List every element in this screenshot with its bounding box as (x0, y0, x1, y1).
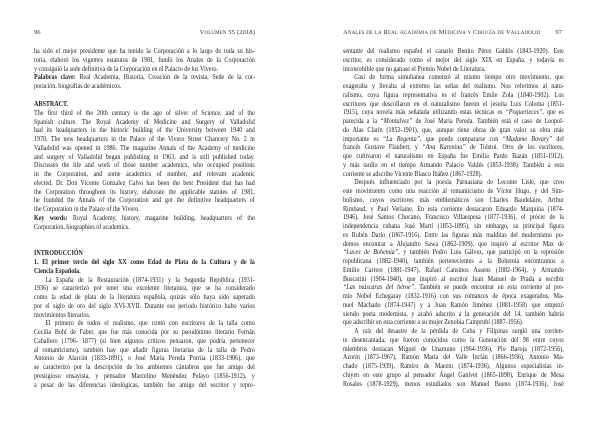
text-column (343, 47, 564, 388)
text-run: , que puede compararse con (420, 133, 503, 143)
text-run: Después influenciado por la poesía Parnasiana de Leconte Lisle, que creo (354, 177, 564, 187)
text-line (34, 381, 255, 390)
text-run: de Tolstoi. Otro de los escritores, (465, 142, 564, 152)
italic-text: “Madame Bovary” (502, 133, 553, 143)
text-run: the Corporation throughout its history, elaborate the applicable statutes of 1981, (34, 186, 255, 196)
text-run: importante es (343, 133, 383, 143)
text-run: escritor, es considerado como el mejor del siglo XIX en España, y todavía es (343, 54, 564, 64)
text-run: exageraba y llevaba al extremo las señas del realismo. Nos referimos al natu- (343, 81, 564, 90)
text-run: Antonio de Alarcón (1833-1891), o José María Pereda Porrúa (1833-1906), que (34, 353, 255, 363)
text-run: had its headquarters in the historic building of the University between 1940 and (34, 125, 255, 135)
text-run: y más tardío en el tiempo Armando Palacio Valdés (1853-1938). También a esta (343, 159, 564, 169)
text-run: parecida a la (343, 116, 381, 125)
text-run: ralismo, cuya figura representativa es el francés Emile Zola (1840-1902). Los (343, 89, 564, 99)
text-run: poración, biografías de académicos. (34, 81, 122, 90)
text-run: que cultivaron el naturalismo en España fue Emilia Pardo Bazán (1851-1912), (343, 151, 564, 160)
bold-text: ABSTRACT. (34, 99, 69, 108)
text-run: a pesar de las diferencias ideológicas, también fue amigo del escritor y repre- (34, 379, 255, 389)
text-run: Spanish culture. The Royal Academy of Medicine and Surgery of Valladolid (34, 116, 255, 126)
text-run: prestigioso ensayista, y pensador Marcelino Menéndez Pelayo (1856-1912), y (34, 370, 255, 380)
text-run: in the Corporation, and some academics of number, and relevant academic (34, 169, 255, 178)
text-run: 1915), cuya novela más señalada utilizando estas técnicas es (343, 107, 506, 117)
text-run: este movimiento como una reacción al romanticismo de Víctor Hugo, y del Sim- (343, 186, 564, 195)
text-run: Azorín (1873-1967), Ramón María del Valle Inclán (1866-1936), Antonio Ma- (343, 352, 564, 362)
text-run: francés Gustave Flaubert, y (343, 142, 423, 152)
text-run: movimientos literarios. (34, 309, 91, 319)
text-line (34, 223, 255, 232)
text-run: do Alas Clarín (1852-1901), que, aunque tiene obras de gran valor su obra más (343, 124, 564, 134)
text-run: Real Academia, Historia, Creación de la revista, Sede de la cor- (75, 72, 255, 82)
text-run: por el siglo de oro del siglo XVI-XVII. Durante ese periodo histórico hubo varios (34, 300, 255, 310)
text-run: es Rubén Darío (1867-1916). Entre las figuras más malditas del modernismo po- (343, 229, 564, 239)
text-run: y consiguió la sede definitiva de la Corporación en el Palacio de los Vivero. (34, 63, 219, 73)
running-head: Anales de la Real Academia de Medicina y Cirugía de Valladolid (343, 29, 541, 36)
text-run: Caballero (1796- 1877) (si bien algunos críticos pensaron, que podría pertenecer (34, 335, 255, 345)
text-run: se caracterizó por la descripción de los ambientes cántabros que fue amigo del (34, 362, 255, 371)
bold-text: Ciencia Española. (34, 265, 81, 275)
running-head: Volumen 55 (2018) (199, 29, 255, 36)
italic-text: “Las máscaras del héroe” (343, 282, 415, 292)
bold-text: Key words: (34, 212, 68, 222)
text-run: Discusses the life and work of those number academics, who occupied positions (34, 160, 255, 170)
text-run: inconcebible que no ganase el Premio Nobel de Literatura. (343, 63, 486, 73)
italic-text: “Poquerieces” (505, 107, 543, 117)
text-run: Emilio Carrere (1881-1947), Rafael Cansinos Assens (1882-1964), y Armando (343, 264, 564, 274)
italic-text: “Montalvez” (380, 116, 413, 125)
text-run: elected. Dr. Don Vicente Gonzalez Calvo has been the best President that has had (34, 177, 255, 187)
text-run: siendo poeta modernista, y acabó adscrito a la generación del 14, también habría (343, 308, 564, 318)
text-run: El primero de todos el realismo, que contó con escritores de la talla como (45, 318, 255, 328)
text-run: A raíz del desastre de la pérdida de Cuba y Filipinas surgió una corrien- (354, 326, 564, 335)
text-run: . También se puede encontrar en esta corriente al pre- (414, 282, 564, 292)
text-run: de José María Pereda. También está el caso de Leopol- (412, 116, 564, 125)
text-run: nuel Machado (1874-1947) y a Juan Ramón Jiménez (1881-1958) que empezó (343, 299, 564, 309)
text-run: como la edad de plata de la literatura española, quizás sólo haya sido superado (34, 292, 255, 301)
text-run: corriente se adscribe Vicente Blasco Ibáñez (1867-1928). (343, 168, 483, 178)
bold-text: INTRODUCCIÓN (34, 248, 83, 258)
right-page (300, 0, 600, 423)
text-run: The first third of the 20th century is the age of silver of Science, and of the (34, 107, 255, 117)
text-run: escritores que descollaron en el naturalismo fueron el jesuita Luis Coloma (1851- (343, 98, 564, 108)
bold-text: 1. El primer tercio del siglo XX como Edad de Plata de la Cultura y de la (34, 257, 255, 266)
text-run: Corporation, biographies of academics. (34, 221, 130, 231)
text-run: Rosales (1878-1929), menos estudiados son Manuel Bueno (1874-1936), José (343, 378, 564, 388)
text-run: Royal Academy, history, magazine building, headquarters of the (67, 212, 255, 222)
text-run: que adscribir en esta corriente a su mujer Zenobia Camprubí (1887-1956). (343, 317, 524, 327)
text-run: demos encontrar a Alejandro Sawa (1862-1909), que inspiró al escritor Max de (343, 238, 564, 248)
text-run: Cecilia Bohl de Faber, que fue más conocida por su pseudónimo literario Fernán (34, 327, 255, 336)
text-run: and surgery of Valladolid began publishing in 1963, and is still published today. (34, 151, 255, 161)
text-run: del (552, 133, 564, 143)
text-run: La España de la Restauración (1874-1931) y la Segunda República (1931- (45, 274, 255, 284)
text-run: independencia cubana José Martí (1853-1895), sin embargo, su principal figura (343, 221, 564, 230)
text-run: the Corporation in the Palace of the Vivero. (34, 204, 140, 213)
text-run: ha sido el mejor presidente que ha tenido la Corporación a lo largo de toda su his- (34, 46, 255, 55)
text-run: he founded the Annals of the Corporation and got the definitive headquarters of (34, 195, 255, 205)
text-run: chado (1875-1939), Ramiro de Maeztu (1874-1936). Algunos especialistas in- (343, 361, 564, 370)
text-run: Buscarini (1904-1940), que inspiró al escritor Juan Manuel de Prada a escribir (343, 273, 564, 283)
text-run: 1936) se caracterizó por tener una excelente literatura, que se ha considerado (34, 283, 255, 293)
text-run: 1946), José Santos Chocano, Francisco Villaespesa (1877-1936), el prócer de la (343, 212, 564, 222)
text-run: toria, elaboró los vigentes estatutos de 1981, fundó los Anales de la Corporación (34, 54, 255, 64)
italic-text: “Luces de Bohemia” (343, 247, 399, 257)
text-run: Casi de forma simultanea comenzó al mismo tiempo otro movimiento, que (354, 72, 564, 82)
text-run: republicana (1882-1940), también pertenecientes a la Bohemia encontramos a (343, 256, 564, 265)
text-line (34, 82, 255, 91)
text-run: miembros destacan Miguel de Unamuno (1964-1936), Pío Baroja (1872-1956), (343, 343, 564, 353)
page-number: 97 (555, 29, 562, 36)
italic-text: “La Regenta” (382, 133, 420, 143)
page-number: 96 (34, 29, 41, 36)
text-run: al romanticismo), también hay que añadir figuras literarias de la talla de Pedro (34, 344, 255, 354)
text-run: Valladolid was opened in 1986. The magazine Annals of the Academy of medicine (34, 142, 255, 152)
text-run: sentante del realismo español el canario Benito Pérez Galdós (1843-1920). Este (343, 46, 564, 55)
text-run: , y también Pedro Luis Gálvez, que participó en la represión (398, 247, 564, 257)
text-line (343, 380, 564, 389)
italic-text: “Ana Karenina” (422, 142, 466, 152)
text-run: , que es (542, 107, 564, 117)
text-run: mio Nobel Echegaray (1832-1916) con sus romances de época exagerados, Ma- (343, 291, 564, 300)
text-column (34, 47, 255, 389)
text-run: Rimbaud, y Paul Verlaine. En esta corriente destacaron Eduardo Marquina (1874- (343, 203, 564, 213)
text-run: cluyen en este grupo al pensador Ángel Ganivet (1865-1898), Enrique de Mesa (343, 369, 564, 379)
bold-text: Palabras clave: (34, 72, 76, 82)
text-run: bolismo, cuyos escritores más emblemáticos son Charles Baudelaire, Arthur (343, 194, 564, 204)
text-run: 1970. The new headquarters in the Palace of the Vivero Street Chancery No. 2 in (34, 134, 255, 143)
text-run: te desencantada, que fueron conocidos como la Generación del 98 entre cuyos (343, 334, 564, 344)
